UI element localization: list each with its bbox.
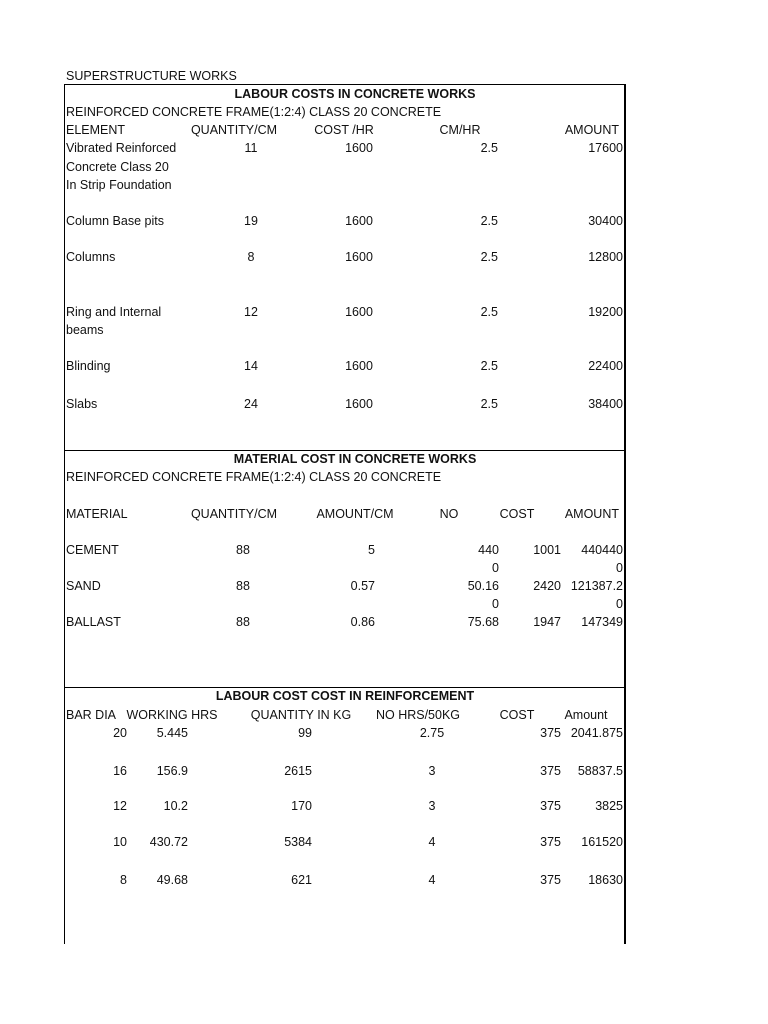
material-section-title: MATERIAL COST IN CONCRETE WORKS (233, 452, 477, 466)
material-row-no: 440 (478, 543, 499, 557)
labour-section-title: LABOUR COSTS IN CONCRETE WORKS (234, 87, 476, 101)
reinforcement-row-no-hrs: 2.75 (419, 726, 445, 740)
material-header-quantity: QUANTITY/CM (190, 507, 278, 521)
material-row-name: CEMENT (66, 543, 119, 557)
reinforcement-row-no-hrs: 3 (428, 799, 436, 813)
material-row-amount: 121387.2 (570, 579, 623, 593)
labour-row-amount: 17600 (588, 141, 623, 155)
labour-row-element: Column Base pits (66, 214, 164, 228)
labour-row-qty: 12 (244, 305, 258, 319)
reinforcement-row-cost: 375 (540, 873, 561, 887)
labour-row-amount: 19200 (588, 305, 623, 319)
material-header-amount: AMOUNT (564, 507, 619, 521)
labour-row-cost: 1600 (345, 214, 373, 228)
material-row-cost: 1947 (533, 615, 561, 629)
reinforcement-header-quantity-kg: QUANTITY IN KG (250, 708, 352, 722)
material-row-qty: 88 (236, 579, 250, 593)
reinforcement-row-amount: 2041.875 (570, 726, 623, 740)
reinforcement-row-kg: 2615 (284, 764, 312, 778)
labour-row-cmhr: 2.5 (480, 359, 498, 373)
material-row-amount-cm: 0.86 (350, 615, 375, 629)
labour-row-qty: 19 (244, 214, 258, 228)
material-row-name: SAND (66, 579, 101, 593)
reinforcement-row-amount: 161520 (581, 835, 623, 849)
labour-row-element: Blinding (66, 359, 111, 373)
labour-row-element: Columns (66, 250, 116, 264)
reinforcement-row-hrs: 430.72 (149, 835, 188, 849)
labour-row-element: Vibrated Reinforced (66, 141, 177, 155)
reinforcement-row-amount: 3825 (595, 799, 623, 813)
reinforcement-row-hrs: 156.9 (156, 764, 188, 778)
material-row-amount-cm: 0.57 (350, 579, 375, 593)
material-header-material: MATERIAL (66, 507, 128, 521)
reinforcement-row-amount: 18630 (588, 873, 623, 887)
table-border-top (64, 84, 626, 85)
labour-row-qty: 14 (244, 359, 258, 373)
labour-row-cmhr: 2.5 (480, 214, 498, 228)
reinforcement-header-working-hrs: WORKING HRS (126, 708, 218, 722)
labour-row-qty: 11 (244, 141, 258, 155)
reinforcement-row-cost: 375 (540, 835, 561, 849)
reinforcement-section-title: LABOUR COST COST IN REINFORCEMENT (215, 689, 475, 703)
labour-row-qty: 24 (244, 397, 258, 411)
material-row-amount: 0 (616, 561, 623, 575)
material-row-no: 50.16 (467, 579, 499, 593)
reinforcement-row-no-hrs: 4 (428, 835, 436, 849)
reinforcement-header-no-hrs: NO HRS/50KG (375, 708, 461, 722)
labour-header-cmhr: CM/HR (439, 123, 481, 137)
reinforcement-row-kg: 170 (291, 799, 312, 813)
labour-section-subtitle: REINFORCED CONCRETE FRAME(1:2:4) CLASS 20 CONCRETE (66, 105, 442, 119)
material-row-cost: 2420 (533, 579, 561, 593)
table-border-right (624, 84, 626, 944)
reinforcement-row-dia: 12 (113, 799, 127, 813)
material-section-subtitle: REINFORCED CONCRETE FRAME(1:2:4) CLASS 20 CONCRETE (66, 470, 442, 484)
labour-row-qty: 8 (247, 250, 255, 264)
reinforcement-row-kg: 99 (298, 726, 312, 740)
labour-row-amount: 22400 (588, 359, 623, 373)
material-row-no: 0 (492, 597, 499, 611)
material-row-no: 75.68 (467, 615, 499, 629)
reinforcement-row-dia: 10 (113, 835, 127, 849)
material-row-amount-cm: 5 (368, 543, 375, 557)
labour-row-amount: 12800 (588, 250, 623, 264)
labour-header-amount: AMOUNT (564, 123, 619, 137)
material-row-cost: 1001 (533, 543, 561, 557)
reinforcement-row-cost: 375 (540, 726, 561, 740)
labour-row-element: Concrete Class 20 (66, 160, 169, 174)
reinforcement-row-dia: 16 (113, 764, 127, 778)
labour-row-cost: 1600 (345, 250, 373, 264)
labour-row-element: beams (66, 323, 104, 337)
reinforcement-header-bar-dia: BAR DIA (66, 708, 117, 722)
page-title: SUPERSTRUCTURE WORKS (66, 69, 237, 83)
reinforcement-row-cost: 375 (540, 764, 561, 778)
labour-header-cost: COST /HR (314, 123, 374, 137)
reinforcement-row-hrs: 10.2 (163, 799, 188, 813)
material-row-amount: 0 (616, 597, 623, 611)
labour-header-quantity: QUANTITY/CM (190, 123, 278, 137)
labour-row-cost: 1600 (345, 397, 373, 411)
labour-row-amount: 38400 (588, 397, 623, 411)
labour-row-cmhr: 2.5 (480, 397, 498, 411)
material-header-no: NO (439, 507, 459, 521)
reinforcement-row-no-hrs: 3 (428, 764, 436, 778)
labour-row-amount: 30400 (588, 214, 623, 228)
labour-row-cost: 1600 (345, 141, 373, 155)
reinforcement-row-no-hrs: 4 (428, 873, 436, 887)
table-border-left (64, 84, 65, 944)
labour-header-element: ELEMENT (66, 123, 126, 137)
material-row-amount: 147349 (581, 615, 623, 629)
reinforcement-row-hrs: 5.445 (156, 726, 188, 740)
material-header-cost: COST (499, 507, 535, 521)
reinforcement-row-dia: 8 (120, 873, 127, 887)
labour-row-cmhr: 2.5 (480, 250, 498, 264)
labour-row-element: In Strip Foundation (66, 178, 172, 192)
reinforcement-row-hrs: 49.68 (156, 873, 188, 887)
reinforcement-row-cost: 375 (540, 799, 561, 813)
material-row-qty: 88 (236, 543, 250, 557)
labour-row-cmhr: 2.5 (480, 305, 498, 319)
labour-row-cmhr: 2.5 (480, 141, 498, 155)
material-header-amount-cm: AMOUNT/CM (316, 507, 394, 521)
material-row-qty: 88 (236, 615, 250, 629)
reinforcement-row-kg: 621 (291, 873, 312, 887)
material-row-name: BALLAST (66, 615, 121, 629)
labour-row-cost: 1600 (345, 305, 373, 319)
material-row-amount: 440440 (581, 543, 623, 557)
reinforcement-row-amount: 58837.5 (577, 764, 623, 778)
labour-row-cost: 1600 (345, 359, 373, 373)
reinforcement-row-dia: 20 (113, 726, 127, 740)
reinforcement-header-cost: COST (499, 708, 535, 722)
reinforcement-header-amount: Amount (564, 708, 608, 722)
reinforcement-row-kg: 5384 (284, 835, 312, 849)
material-row-no: 0 (492, 561, 499, 575)
labour-row-element: Slabs (66, 397, 98, 411)
labour-row-element: Ring and Internal (66, 305, 162, 319)
